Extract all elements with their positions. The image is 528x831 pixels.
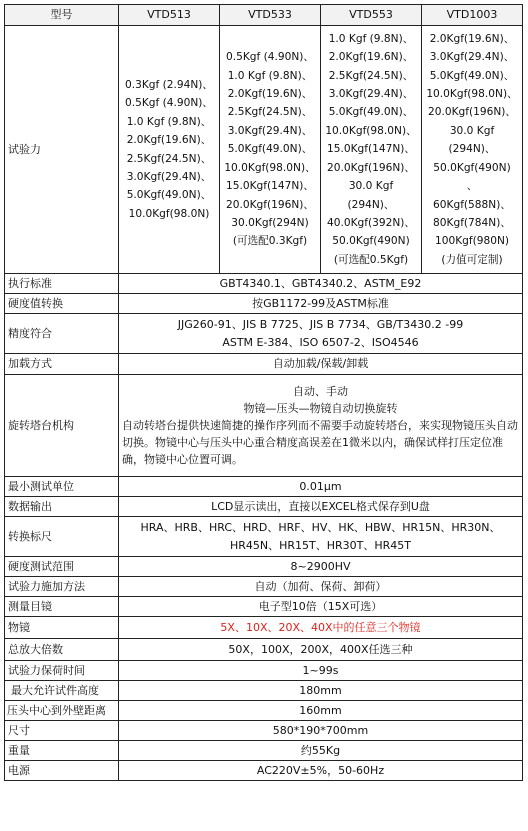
test-force-entry: 10.0Kgf(98.0N)、 — [325, 124, 417, 137]
test-force-entry: 5.0Kgf(49.0N)、 — [126, 189, 212, 202]
test-force-entry: 30.0 Kgf — [348, 180, 394, 193]
magnification-value: 50X，100X，200X，400X任选三种 — [119, 639, 523, 661]
scales-line-1: HRA、HRB、HRC、HRD、HRF、HV、HK、HBW、HR15N、HR30N、 — [140, 520, 501, 534]
test-force-entry: 40.0Kgf(392N)、 — [327, 216, 415, 229]
test-force-entry: 2.0Kgf(19.6N)、 — [429, 32, 515, 45]
output-value: LCD显示读出，直接以EXCEL格式保存到U盘 — [119, 497, 523, 517]
row-range — [5, 557, 523, 577]
turret-line-3: 自动转塔台提供快速简捷的操作序列而不需要手动旋转塔台，来实现物镜压头自动切换。物镜中心与压头中心重合精度高误差在1微米以内，确保试样打压定位准确，物镜中心位置可调。 — [122, 419, 518, 466]
test-force-entry: (力值可定制) — [441, 253, 503, 266]
range-label: 硬度测试范围 — [5, 557, 119, 577]
conversion-label: 硬度值转换 — [5, 294, 119, 314]
test-force-entry: 10.0Kgf(98.0N)、 — [426, 88, 518, 101]
model-label: 型号 — [5, 5, 119, 26]
test-force-entry: 2.0Kgf(19.6N)、 — [328, 51, 414, 64]
conversion-value: 按GB1172-99及ASTM标准 — [119, 294, 523, 314]
row-accuracy — [5, 314, 523, 354]
test-force-entry: 0.5Kgf (4.90N)、 — [125, 97, 213, 110]
magnification-label: 总放大倍数 — [5, 639, 119, 661]
test-force-entry: 2.5Kgf(24.5N)、 — [227, 106, 313, 119]
row-standard — [5, 274, 523, 294]
row-size — [5, 721, 523, 741]
test-force-vtd513 — [119, 26, 220, 274]
test-force-entry: 2.0Kgf(19.6N)、 — [227, 88, 313, 101]
test-force-entry: 20.0Kgf(196N)、 — [327, 161, 415, 174]
test-force-entry: 30.0Kgf(294N) — [231, 216, 309, 229]
test-force-entry: 3.0Kgf(29.4N)、 — [227, 124, 313, 137]
height-label: 最大允许试件高度 — [5, 681, 119, 701]
spec-table — [4, 4, 523, 781]
min-unit-label: 最小测试单位 — [5, 477, 119, 497]
eyepiece-value: 电子型10倍（15X可选） — [119, 597, 523, 617]
test-force-entry: 2.5Kgf(24.5N)、 — [126, 152, 212, 165]
objective-value: 5X、10X、20X、40X中的任意三个物镜 — [119, 617, 523, 639]
test-force-entry: 100Kgf(980N) — [434, 235, 510, 248]
standard-label: 执行标准 — [5, 274, 119, 294]
test-force-vtd553 — [321, 26, 422, 274]
accuracy-line-2: ASTM E-384、ISO 6507-2、ISO4546 — [222, 335, 419, 349]
test-force-entry: 80Kgf(784N)、 — [433, 216, 511, 229]
row-power — [5, 761, 523, 781]
turret-line-2: 物镜—压头—物镜自动切换旋转 — [243, 402, 398, 415]
test-force-entry: 1.0 Kgf (9.8N)、 — [328, 32, 414, 45]
size-value: 580*190*700mm — [119, 721, 523, 741]
row-magnification — [5, 639, 523, 661]
row-turret — [5, 375, 523, 477]
model-vtd553: VTD553 — [321, 5, 422, 26]
power-label: 电源 — [5, 761, 119, 781]
model-vtd533: VTD533 — [220, 5, 321, 26]
output-label: 数据输出 — [5, 497, 119, 517]
test-force-entry: 50.0Kgf(490N) — [332, 235, 410, 248]
accuracy-line-1: JJG260-91、JIS B 7725、JIS B 7734、GB/T3430.2 -99 — [177, 317, 464, 331]
row-objective — [5, 617, 523, 639]
test-force-entry: (294N)、 — [347, 198, 395, 211]
row-apply — [5, 577, 523, 597]
model-vtd1003: VTD1003 — [422, 5, 523, 26]
test-force-entry: 10.0Kgf(98.0N)、 — [224, 161, 316, 174]
scales-line-2: HR45N、HR15T、HR30T、HR45T — [229, 538, 412, 552]
test-force-entry: 50.0Kgf(490N) — [433, 161, 511, 174]
row-height — [5, 681, 523, 701]
test-force-entry: 0.5Kgf (4.90N)、 — [226, 51, 314, 64]
accuracy-value — [119, 314, 523, 354]
min-unit-value: 0.01μm — [119, 477, 523, 497]
range-value: 8~2900HV — [119, 557, 523, 577]
test-force-vtd1003 — [422, 26, 523, 274]
row-loading — [5, 354, 523, 375]
test-force-entry: (可选配0.3Kgf) — [232, 235, 308, 248]
weight-label: 重量 — [5, 741, 119, 761]
test-force-label: 试验力 — [5, 26, 119, 274]
test-force-entry: 5.0Kgf(49.0N)、 — [328, 106, 414, 119]
test-force-entry: 2.0Kgf(19.6N)、 — [126, 134, 212, 147]
apply-value: 自动（加荷、保荷、卸荷） — [119, 577, 523, 597]
test-force-entry: 60Kgf(588N)、 — [433, 198, 511, 211]
turret-line-1: 自动、手动 — [293, 385, 348, 398]
test-force-entry: (可选配0.5Kgf) — [333, 253, 409, 266]
apply-label: 试验力施加方法 — [5, 577, 119, 597]
row-test-force — [5, 26, 523, 274]
row-dwell — [5, 661, 523, 681]
row-depth — [5, 701, 523, 721]
test-force-entry: (294N)、 — [448, 143, 496, 156]
test-force-entry: 15.0Kgf(147N)、 — [226, 180, 314, 193]
test-force-entry: 3.0Kgf(29.4N)、 — [429, 51, 515, 64]
test-force-entry: 30.0 Kgf — [449, 124, 495, 137]
dwell-label: 试验力保荷时间 — [5, 661, 119, 681]
test-force-entry: 1.0 Kgf (9.8N)、 — [227, 69, 313, 82]
test-force-entry: 20.0Kgf(196N)、 — [428, 106, 516, 119]
row-scales — [5, 517, 523, 557]
row-eyepiece — [5, 597, 523, 617]
row-conversion — [5, 294, 523, 314]
dwell-value: 1~99s — [119, 661, 523, 681]
test-force-vtd533 — [220, 26, 321, 274]
test-force-entry: 3.0Kgf(29.4N)、 — [126, 170, 212, 183]
weight-value: 约55Kg — [119, 741, 523, 761]
row-min-unit — [5, 477, 523, 497]
power-value: AC220V±5%，50-60Hz — [119, 761, 523, 781]
test-force-entry: 5.0Kgf(49.0N)、 — [227, 143, 313, 156]
test-force-entry: 20.0Kgf(196N)、 — [226, 198, 314, 211]
size-label: 尺寸 — [5, 721, 119, 741]
scales-label: 转换标尺 — [5, 517, 119, 557]
accuracy-label: 精度符合 — [5, 314, 119, 354]
depth-label: 压头中心到外壁距离 — [5, 701, 119, 721]
scales-value — [119, 517, 523, 557]
test-force-entry: 10.0Kgf(98.0N) — [128, 207, 210, 220]
test-force-entry: 2.5Kgf(24.5N)、 — [328, 69, 414, 82]
depth-value: 160mm — [119, 701, 523, 721]
loading-label: 加载方式 — [5, 354, 119, 375]
test-force-entry: 15.0Kgf(147N)、 — [327, 143, 415, 156]
test-force-entry: 、 — [466, 180, 478, 193]
test-force-entry: 0.3Kgf (2.94N)、 — [125, 78, 213, 91]
height-value: 180mm — [119, 681, 523, 701]
test-force-entry: 1.0 Kgf (9.8N)、 — [126, 115, 212, 128]
turret-label: 旋转塔台机构 — [5, 375, 119, 477]
loading-value: 自动加载/保载/卸载 — [119, 354, 523, 375]
row-weight — [5, 741, 523, 761]
test-force-entry: 5.0Kgf(49.0N)、 — [429, 69, 515, 82]
eyepiece-label: 测量目镜 — [5, 597, 119, 617]
turret-value — [119, 375, 523, 477]
model-vtd513: VTD513 — [119, 5, 220, 26]
header-row — [5, 5, 523, 26]
standard-value: GBT4340.1、GBT4340.2、ASTM_E92 — [119, 274, 523, 294]
objective-label: 物镜 — [5, 617, 119, 639]
row-output — [5, 497, 523, 517]
test-force-entry: 3.0Kgf(29.4N)、 — [328, 88, 414, 101]
